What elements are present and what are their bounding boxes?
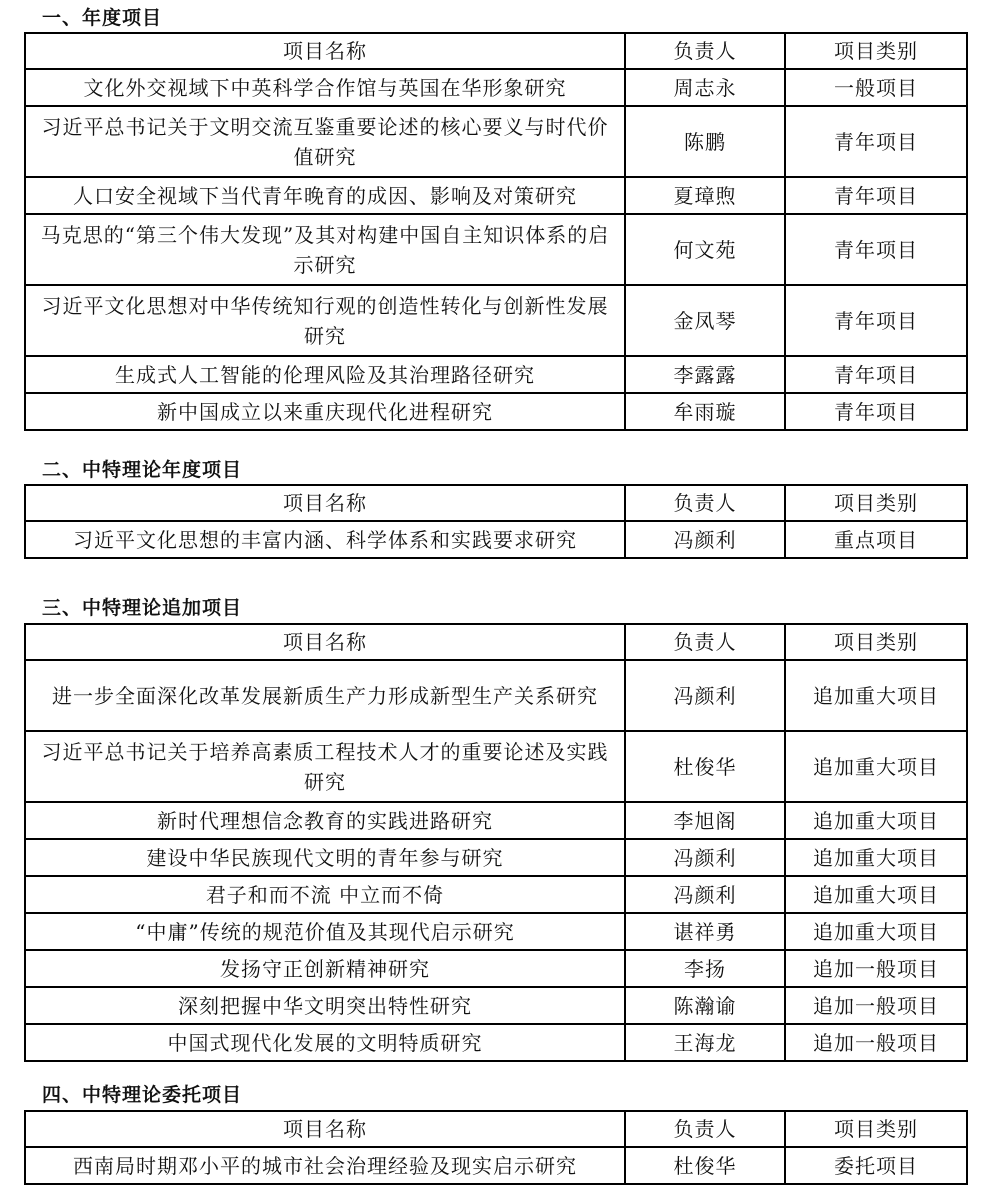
table-row	[25, 69, 967, 106]
project-category: 重点项目	[785, 521, 967, 558]
project-name: 建设中华民族现代文明的青年参与研究	[25, 839, 625, 876]
project-name: 新中国成立以来重庆现代化进程研究	[25, 393, 625, 430]
project-category: 青年项目	[785, 285, 967, 356]
project-category: 青年项目	[785, 177, 967, 214]
project-leader: 陈鹏	[625, 106, 785, 177]
project-category: 追加一般项目	[785, 950, 967, 987]
header-category: 项目类别	[785, 1111, 967, 1147]
project-name: 生成式人工智能的伦理风险及其治理路径研究	[25, 356, 625, 393]
table-row	[25, 285, 967, 356]
table-header-row	[25, 1111, 967, 1147]
project-leader: 冯颜利	[625, 839, 785, 876]
project-name: 君子和而不流 中立而不倚	[25, 876, 625, 913]
table-row	[25, 356, 967, 393]
project-category: 青年项目	[785, 393, 967, 430]
header-leader: 负责人	[625, 33, 785, 69]
project-category: 追加重大项目	[785, 731, 967, 802]
table-row	[25, 839, 967, 876]
project-leader: 牟雨璇	[625, 393, 785, 430]
table-theory-annual-projects	[24, 484, 968, 559]
table-header-row	[25, 624, 967, 660]
project-leader: 何文苑	[625, 214, 785, 285]
table-row	[25, 913, 967, 950]
project-name: 习近平总书记关于文明交流互鉴重要论述的核心要义与时代价值研究	[25, 106, 625, 177]
table-theory-commissioned-projects	[24, 1110, 968, 1185]
header-category: 项目类别	[785, 485, 967, 521]
table-row	[25, 950, 967, 987]
header-name: 项目名称	[25, 33, 625, 69]
project-leader: 金凤琴	[625, 285, 785, 356]
header-name: 项目名称	[25, 624, 625, 660]
header-leader: 负责人	[625, 624, 785, 660]
project-name: 习近平总书记关于培养高素质工程技术人才的重要论述及实践研究	[25, 731, 625, 802]
project-leader: 李扬	[625, 950, 785, 987]
table-row	[25, 1024, 967, 1061]
table-row	[25, 987, 967, 1024]
project-name: 进一步全面深化改革发展新质生产力形成新型生产关系研究	[25, 660, 625, 731]
project-category: 追加一般项目	[785, 987, 967, 1024]
project-leader: 夏璋煦	[625, 177, 785, 214]
table-header-row	[25, 485, 967, 521]
project-name: 习近平文化思想对中华传统知行观的创造性转化与创新性发展研究	[25, 285, 625, 356]
table-header-row	[25, 33, 967, 69]
project-name: 中国式现代化发展的文明特质研究	[25, 1024, 625, 1061]
project-name: 习近平文化思想的丰富内涵、科学体系和实践要求研究	[25, 521, 625, 558]
project-leader: 冯颜利	[625, 876, 785, 913]
project-name: 新时代理想信念教育的实践进路研究	[25, 802, 625, 839]
project-category: 青年项目	[785, 214, 967, 285]
project-category: 追加重大项目	[785, 839, 967, 876]
header-name: 项目名称	[25, 485, 625, 521]
project-category: 委托项目	[785, 1147, 967, 1184]
table-row	[25, 177, 967, 214]
project-leader: 冯颜利	[625, 660, 785, 731]
project-name: “中庸”传统的规范价值及其现代启示研究	[25, 913, 625, 950]
project-name: 深刻把握中华文明突出特性研究	[25, 987, 625, 1024]
project-category: 青年项目	[785, 106, 967, 177]
project-name: 人口安全视域下当代青年晚育的成因、影响及对策研究	[25, 177, 625, 214]
project-leader: 谌祥勇	[625, 913, 785, 950]
header-leader: 负责人	[625, 485, 785, 521]
project-category: 追加重大项目	[785, 660, 967, 731]
table-row	[25, 393, 967, 430]
project-category: 青年项目	[785, 356, 967, 393]
project-leader: 冯颜利	[625, 521, 785, 558]
project-category: 追加重大项目	[785, 913, 967, 950]
section-title-theory-commissioned: 四、中特理论委托项目	[42, 1084, 243, 1106]
section-title-annual: 一、年度项目	[42, 7, 163, 29]
table-row	[25, 660, 967, 731]
project-category: 追加重大项目	[785, 802, 967, 839]
project-leader: 杜俊华	[625, 1147, 785, 1184]
project-category: 追加一般项目	[785, 1024, 967, 1061]
table-row	[25, 106, 967, 177]
header-leader: 负责人	[625, 1111, 785, 1147]
table-annual-projects	[24, 32, 968, 431]
project-name: 西南局时期邓小平的城市社会治理经验及现实启示研究	[25, 1147, 625, 1184]
table-row	[25, 876, 967, 913]
project-leader: 李旭阁	[625, 802, 785, 839]
project-name: 文化外交视域下中英科学合作馆与英国在华形象研究	[25, 69, 625, 106]
project-category: 一般项目	[785, 69, 967, 106]
table-row	[25, 521, 967, 558]
table-row	[25, 214, 967, 285]
header-category: 项目类别	[785, 33, 967, 69]
table-row	[25, 802, 967, 839]
table-row	[25, 731, 967, 802]
project-name: 发扬守正创新精神研究	[25, 950, 625, 987]
header-name: 项目名称	[25, 1111, 625, 1147]
project-leader: 周志永	[625, 69, 785, 106]
table-theory-additional-projects	[24, 623, 968, 1062]
project-leader: 杜俊华	[625, 731, 785, 802]
section-title-theory-annual: 二、中特理论年度项目	[42, 459, 243, 481]
project-name: 马克思的“第三个伟大发现”及其对构建中国自主知识体系的启示研究	[25, 214, 625, 285]
project-leader: 李露露	[625, 356, 785, 393]
project-category: 追加重大项目	[785, 876, 967, 913]
section-title-theory-additional: 三、中特理论追加项目	[42, 597, 243, 619]
project-leader: 王海龙	[625, 1024, 785, 1061]
header-category: 项目类别	[785, 624, 967, 660]
table-row	[25, 1147, 967, 1184]
project-leader: 陈瀚谕	[625, 987, 785, 1024]
